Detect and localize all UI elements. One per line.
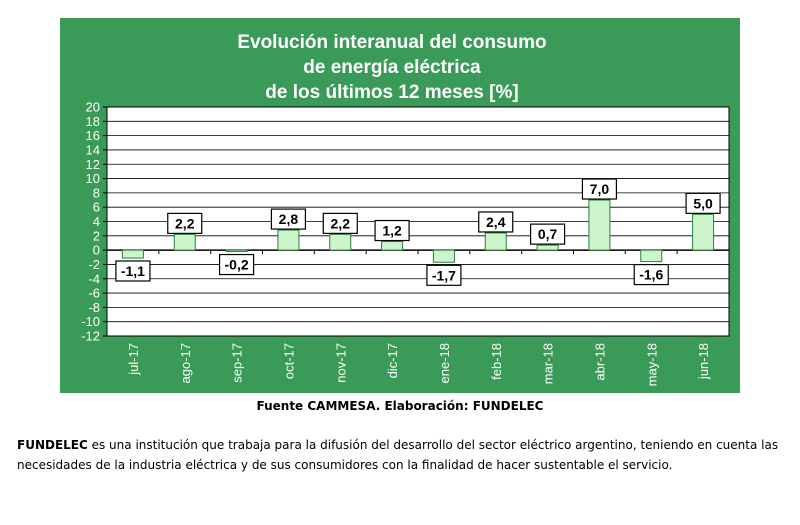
bar-jun-18 xyxy=(693,214,714,250)
footnote xyxy=(17,435,787,475)
svg-text:-1,1: -1,1 xyxy=(120,262,145,279)
x-tick-label: ene-18 xyxy=(436,343,452,384)
svg-text:2,2: 2,2 xyxy=(330,215,350,232)
y-tick-label: 0 xyxy=(92,242,100,258)
data-label xyxy=(220,255,254,275)
x-tick-label: sep-17 xyxy=(229,343,245,383)
bar-ene-18 xyxy=(433,250,454,262)
data-label xyxy=(634,265,668,285)
y-tick-label: 8 xyxy=(92,185,100,201)
svg-text:-1,6: -1,6 xyxy=(639,266,664,283)
y-tick-label: 14 xyxy=(85,142,100,158)
footnote-org: FUNDELEC xyxy=(17,438,88,452)
y-tick-label: -10 xyxy=(81,314,100,330)
data-label xyxy=(323,213,357,233)
chart-title-line: Evolución interanual del consumo xyxy=(237,32,547,53)
data-label xyxy=(168,213,202,233)
footnote-text: es una institución que trabaja para la difusión del desarrollo del sector eléctrico argentino, teniendo en cuenta las necesidades de la industria eléctrica y de sus consumidores con la finalidad de hacer sustentable el servicio. xyxy=(17,438,779,472)
svg-text:-0,2: -0,2 xyxy=(224,256,249,273)
x-tick-label: oct-17 xyxy=(281,343,297,380)
svg-text:1,2: 1,2 xyxy=(382,222,402,239)
bar-nov-17 xyxy=(330,234,351,250)
data-label xyxy=(116,261,150,281)
svg-text:5,0: 5,0 xyxy=(693,195,713,212)
bar-abr-18 xyxy=(589,200,610,250)
x-tick-label: jul-17 xyxy=(125,343,141,375)
x-tick-label: mar-18 xyxy=(540,343,556,385)
x-tick-label: abr-18 xyxy=(592,343,608,381)
data-label xyxy=(375,221,409,241)
bar-ago-17 xyxy=(174,234,195,250)
bar-may-18 xyxy=(641,250,662,261)
x-tick-label: feb-18 xyxy=(488,343,504,380)
y-tick-label: -2 xyxy=(88,256,100,272)
svg-text:0,7: 0,7 xyxy=(537,226,558,243)
svg-text:-1,7: -1,7 xyxy=(431,267,456,284)
bar-sep-17 xyxy=(226,250,247,251)
data-label xyxy=(271,209,305,229)
y-tick-label: -4 xyxy=(88,271,100,287)
x-tick-label: jun-18 xyxy=(696,343,712,380)
bar-oct-17 xyxy=(278,230,299,250)
x-tick-label: dic-17 xyxy=(385,343,401,379)
chart-title-line: de energía eléctrica xyxy=(303,57,481,78)
svg-text:2,2: 2,2 xyxy=(175,215,195,232)
svg-text:2,8: 2,8 xyxy=(278,211,299,228)
chart-title-line: de los últimos 12 meses [%] xyxy=(265,82,519,103)
bar-jul-17 xyxy=(122,250,143,258)
y-tick-label: 16 xyxy=(85,128,100,144)
y-tick-label: -8 xyxy=(88,299,100,315)
y-tick-label: -12 xyxy=(81,328,100,344)
x-tick-label: may-18 xyxy=(644,343,660,387)
y-tick-label: 4 xyxy=(92,214,100,229)
x-tick-label: ago-17 xyxy=(177,343,193,384)
svg-text:7,0: 7,0 xyxy=(589,181,610,198)
bar-mar-18 xyxy=(537,245,558,250)
y-tick-label: 6 xyxy=(92,199,100,215)
y-tick-label: 12 xyxy=(85,156,100,172)
data-label xyxy=(686,193,720,213)
y-tick-label: 18 xyxy=(85,113,100,129)
svg-text:2,4: 2,4 xyxy=(486,213,506,230)
y-tick-label: 20 xyxy=(85,99,100,115)
bar-dic-17 xyxy=(382,242,403,251)
x-tick-label: nov-17 xyxy=(333,343,349,383)
data-label xyxy=(427,265,461,285)
bar-feb-18 xyxy=(485,233,506,250)
y-tick-label: -6 xyxy=(88,285,100,301)
data-label xyxy=(479,212,513,232)
data-label xyxy=(582,179,616,199)
y-tick-label: 2 xyxy=(92,228,100,244)
data-label xyxy=(531,224,565,244)
source-caption: Fuente CAMMESA. Elaboración: FUNDELEC xyxy=(256,399,544,413)
y-tick-label: 10 xyxy=(85,171,100,187)
